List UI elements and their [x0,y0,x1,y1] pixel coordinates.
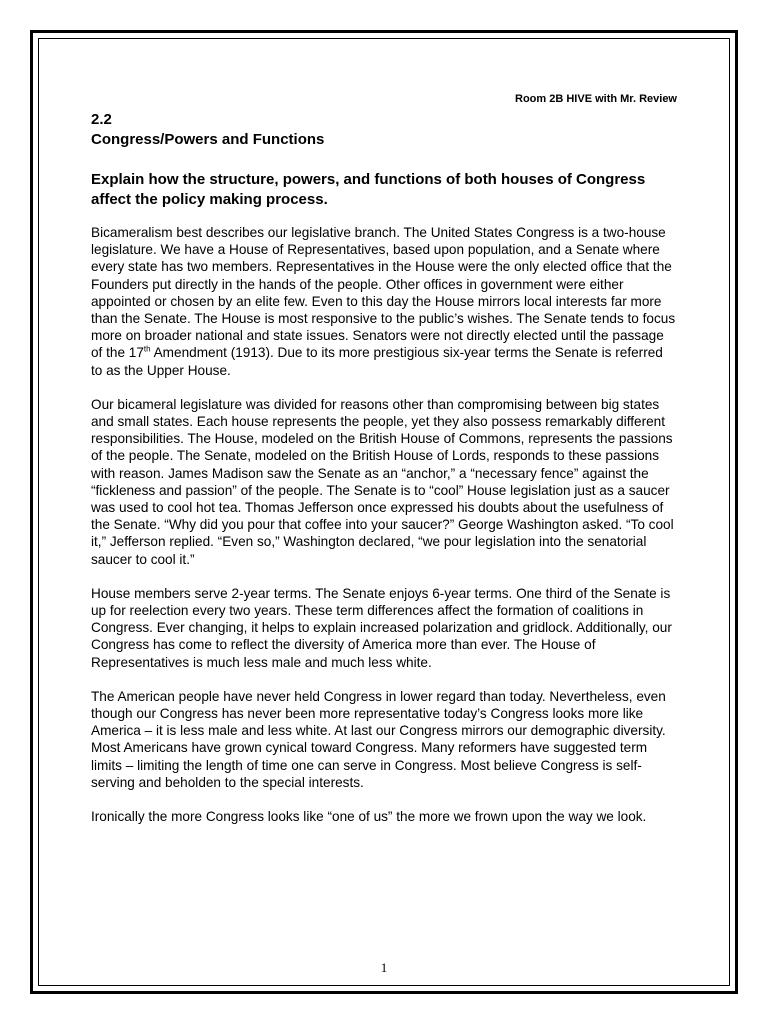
paragraph-1 [91,224,677,379]
paragraph-4: The American people have never held Congress in lower regard than today. Nevertheless, even though our Congress has never been more representative today’s Congress looks more like America – it is less male and less white. At last our Congress mirrors our demographic diversity. Most Americans have grown cynical toward Congress. Many reformers have suggested term limits – limiting the length of time one can serve in Congress. Most believe Congress is self-serving and beholden to the special interests. [91,688,666,790]
paragraph-3: House members serve 2-year terms. The Senate enjoys 6-year terms. One third of the Senate is up for reelection every two years. These term differences affect the formation of coalitions in Congress. Ever changing, it helps to explain increased polarization and gridlock. Additionally, our Congress has come to reflect the diversity of America more than ever. The House of Representatives is much less male and much less white. [91,585,672,670]
section-number: 2.2 [91,111,112,128]
paragraph-2: Our bicameral legislature was divided for reasons other than compromising between big states and small states. Each house represents the people, yet they also possess remarkably different responsibilities. The House, modeled on the British House of Commons, represents the passions of the people. The Senate, modeled on the British House of Lords, responds to these passions with reason. James Madison saw the Senate as an “anchor,” a “necessary fence” against the “fickleness and passion” of the people. The Senate is to “cool” House legislation just as a saucer was used to cool hot tea. Thomas Jefferson once expressed his doubts about the usefulness of the Senate. “Why did you pour that coffee into your saucer?” George Washington asked. “To cool it,” Jefferson replied. “Even so,” Washington declared, “we pour legislation into the senatorial saucer to cool it.” [91,396,674,567]
paragraph-5: Ironically the more Congress looks like “one of us” the more we frown upon the way we look. [91,809,647,825]
section-title: Congress/Powers and Functions [91,131,325,148]
document-content [91,92,677,842]
page-number: 1 [380,960,388,975]
essay-question: Explain how the structure, powers, and functions of both houses of Congress affect the policy making process. [91,171,646,208]
paragraph-1-text-b: Amendment (1913). Due to its more prestigious six-year terms the Senate is referred to as the Upper House. [91,345,663,378]
room-label: Room 2B HIVE with Mr. Review [515,93,677,105]
paragraph-1-text-a: Bicameralism best describes our legislative branch. The United States Congress is a two-house legislature. We have a House of Representatives, based upon population, and a Senate where every state has two members. Representatives in the House were the only elected office that the Founders put directly in the hands of the people. Other offices in government were either appointed or chosen by an elite few. Even to this day the House mirrors local interests far more than the Senate. The House is most responsive to the public’s wishes. The Senate tends to focus more on broader national and state issues. Senators were not directly elected until the passage of the 17 [91,225,676,361]
ordinal-superscript: th [143,344,151,354]
